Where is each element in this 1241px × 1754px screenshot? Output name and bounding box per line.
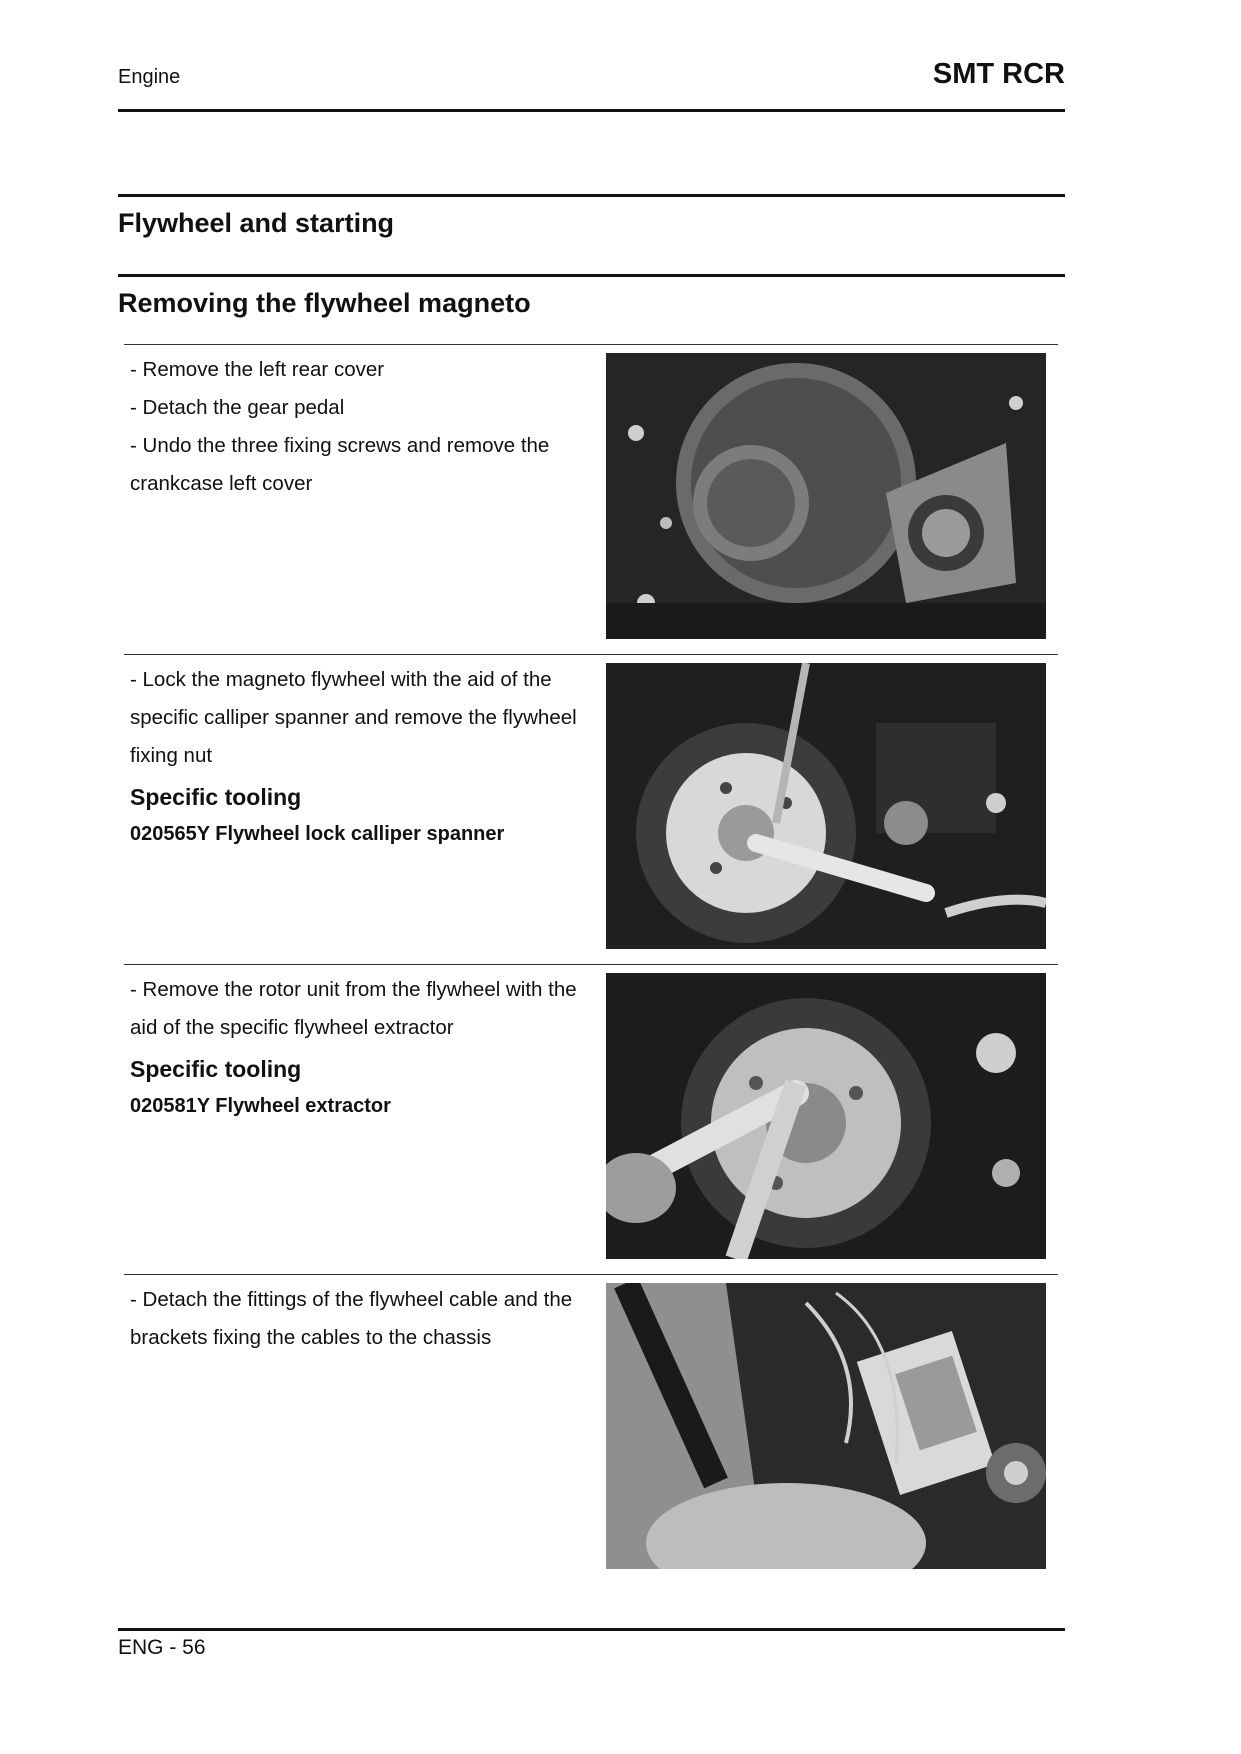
step-line: fixing nut [130, 744, 213, 767]
specific-tooling-heading: Specific tooling [130, 784, 302, 810]
tool-code: 020581Y Flywheel extractor [130, 1095, 391, 1117]
step-text [130, 661, 600, 851]
step-line: - Remove the left rear cover [130, 358, 385, 381]
footer-rule [118, 1628, 1065, 1631]
step-row [124, 964, 1058, 1274]
engine-cover-photo [606, 353, 1046, 639]
page-header [118, 50, 1065, 112]
step-line: - Detach the fittings of the flywheel cable and the [130, 1288, 573, 1311]
step-line: - Remove the rotor unit from the flywheel with the [130, 978, 577, 1001]
step-line: specific calliper spanner and remove the flywheel [130, 706, 577, 729]
step-text [130, 351, 600, 503]
procedure-steps [124, 344, 1058, 1584]
flywheel-cable-photo [606, 1283, 1046, 1569]
step-row [124, 654, 1058, 964]
step-line: - Undo the three fixing screws and remove the [130, 434, 550, 457]
page-number: ENG - 56 [118, 1636, 206, 1659]
specific-tooling-heading: Specific tooling [130, 1056, 302, 1082]
subsection-title: Removing the flywheel magneto [118, 288, 531, 318]
section-rule [118, 194, 1065, 197]
step-line: - Lock the magneto flywheel with the aid of the [130, 668, 552, 691]
section-title: Flywheel and starting [118, 208, 395, 238]
running-title: Engine [118, 66, 181, 88]
subsection-rule [118, 274, 1065, 277]
step-line: aid of the specific flywheel extractor [130, 1016, 454, 1039]
step-line: brackets fixing the cables to the chassis [130, 1326, 492, 1349]
tool-code: 020565Y Flywheel lock calliper spanner [130, 823, 505, 845]
flywheel-lock-photo [606, 663, 1046, 949]
step-text [130, 1281, 600, 1357]
flywheel-extractor-photo [606, 973, 1046, 1259]
step-line: - Detach the gear pedal [130, 396, 345, 419]
step-text [130, 971, 600, 1123]
document-model: SMT RCR [932, 58, 1065, 90]
step-line: crankcase left cover [130, 472, 313, 495]
step-row [124, 344, 1058, 654]
step-row [124, 1274, 1058, 1584]
header-rule [118, 109, 1065, 112]
